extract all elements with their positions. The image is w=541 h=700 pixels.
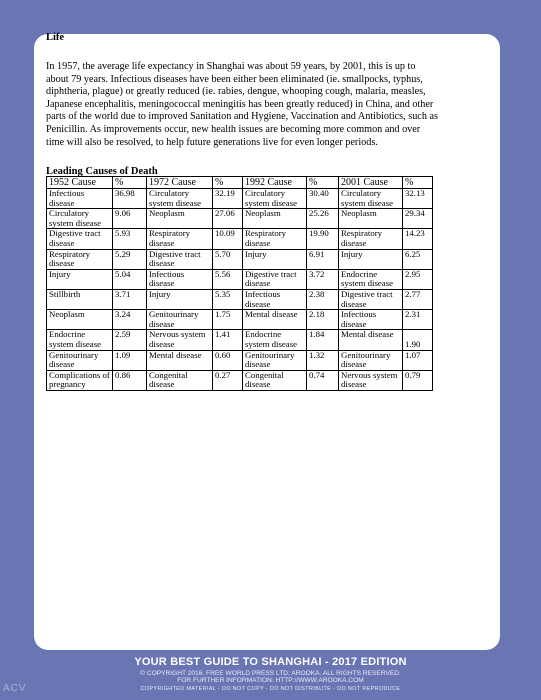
table-cell: 36.98 <box>113 189 147 209</box>
table-cell: Infectious disease <box>47 189 113 209</box>
table-cell: Circulatory system disease <box>243 189 307 209</box>
table-cell: Genitourinary disease <box>147 310 213 330</box>
table-title: Leading Causes of Death <box>46 166 158 177</box>
header-1952-cause: 1952 Cause <box>47 177 113 189</box>
table-cell: 0.86 <box>113 370 147 390</box>
table-cell: 1.32 <box>307 350 339 370</box>
header-1992-cause: 1992 Cause <box>243 177 307 189</box>
table-cell: 25.26 <box>307 209 339 229</box>
section-heading: Life <box>46 32 65 43</box>
table-row <box>47 350 433 370</box>
table-cell: Neoplasm <box>243 209 307 229</box>
table-cell: 3.72 <box>307 269 339 289</box>
table-cell: Mental disease <box>147 350 213 370</box>
table-cell: Injury <box>147 289 213 309</box>
table-row <box>47 330 433 350</box>
table-cell: Injury <box>243 249 307 269</box>
table-cell: Endocrine system disease <box>47 330 113 350</box>
table-cell: 2.59 <box>113 330 147 350</box>
table-cell: 1.84 <box>307 330 339 350</box>
table-cell: 9.06 <box>113 209 147 229</box>
table-cell: Respiratory disease <box>339 229 403 249</box>
table-cell: 2.38 <box>307 289 339 309</box>
table-cell: 5.56 <box>213 269 243 289</box>
table-row <box>47 370 433 390</box>
table-cell: Complications of pregnancy <box>47 370 113 390</box>
table-cell: 5.04 <box>113 269 147 289</box>
table-cell: Respiratory disease <box>47 249 113 269</box>
footer-title: YOUR BEST GUIDE TO SHANGHAI - 2017 EDITION <box>134 656 407 668</box>
table-cell: Stillbirth <box>47 289 113 309</box>
table-row <box>47 229 433 249</box>
table-cell: Injury <box>339 249 403 269</box>
table-cell: 2.77 <box>403 289 433 309</box>
table-cell: 6.91 <box>307 249 339 269</box>
table-cell: 1.90 <box>403 330 433 350</box>
table-row <box>47 249 433 269</box>
table-cell: Respiratory disease <box>147 229 213 249</box>
table-cell: 1.07 <box>403 350 433 370</box>
table-row <box>47 269 433 289</box>
table-row <box>47 209 433 229</box>
table-cell: 27.06 <box>213 209 243 229</box>
table-cell: Mental disease <box>339 330 403 350</box>
table-cell: Nervous system disease <box>339 370 403 390</box>
table-cell: Mental disease <box>243 310 307 330</box>
header-2001-cause: 2001 Cause <box>339 177 403 189</box>
table-cell: Neoplasm <box>47 310 113 330</box>
table-row <box>47 189 433 209</box>
table-cell: 3.24 <box>113 310 147 330</box>
table-cell: Genitourinary disease <box>47 350 113 370</box>
table-cell: Circulatory system disease <box>339 189 403 209</box>
table-header-row <box>47 177 433 189</box>
table-cell: 2.18 <box>307 310 339 330</box>
life-paragraph: In 1957, the average life expectancy in Shanghai was about 59 years, by 2001, this is up to about 79 years. Infectious diseases have been either been eliminated (ie. smallpocks, typhus, diphtheria, plague) or greatly reduced (ie. rabies, dengue, whooping cough, malaria, measles, Japanese encephalitis, meningococcal meningitis has been greatly reduced) in China, and other parts of the world due to improved Sanitation and Hygiene, Vaccination and Antibiotics, such as Penicillin. As improvements occur, new health issues are becoming more common and over time will also be resolved, to help future generations live for even longer periods. <box>46 61 438 148</box>
table-cell: Congenital disease <box>243 370 307 390</box>
table-cell: Endocrine system disease <box>243 330 307 350</box>
table-cell: Digestive tract disease <box>147 249 213 269</box>
table-cell: 29.34 <box>403 209 433 229</box>
footer-info: FOR FURTHER INFORMATION: HTTP://WWW.AROOKA.COM <box>177 677 364 684</box>
table-cell: 0.27 <box>213 370 243 390</box>
table-cell: Congenital disease <box>147 370 213 390</box>
table-cell: 1.41 <box>213 330 243 350</box>
table-cell: Infectious disease <box>243 289 307 309</box>
table-cell: Neoplasm <box>339 209 403 229</box>
table-cell: Nervous system disease <box>147 330 213 350</box>
table-cell: 0.79 <box>403 370 433 390</box>
table-cell: Digestive tract disease <box>243 269 307 289</box>
table-cell: 10.09 <box>213 229 243 249</box>
table-cell: 5.35 <box>213 289 243 309</box>
footer-copyright: © COPYRIGHT 2016. FREE WORLD PRESS LTD; AROOKA. ALL RIGHTS RESERVED. <box>140 670 401 677</box>
header-1972-pct: % <box>213 177 243 189</box>
table-cell: Genitourinary disease <box>339 350 403 370</box>
table-cell: Genitourinary disease <box>243 350 307 370</box>
header-1952-pct: % <box>113 177 147 189</box>
header-2001-pct: % <box>403 177 433 189</box>
table-cell: 32.19 <box>213 189 243 209</box>
table-cell: Digestive tract disease <box>47 229 113 249</box>
table-cell: Circulatory system disease <box>47 209 113 229</box>
causes-of-death-table <box>46 176 433 391</box>
table-cell: 5.93 <box>113 229 147 249</box>
table-row <box>47 289 433 309</box>
watermark: ACV <box>3 683 27 694</box>
table-cell: 3.71 <box>113 289 147 309</box>
table-cell: 32.13 <box>403 189 433 209</box>
table-cell: Injury <box>47 269 113 289</box>
table-cell: Digestive tract disease <box>339 289 403 309</box>
table-cell: Endocrine system disease <box>339 269 403 289</box>
table-cell: 5.29 <box>113 249 147 269</box>
table-row <box>47 310 433 330</box>
table-cell: 1.75 <box>213 310 243 330</box>
footer-notice: COPYRIGHTED MATERIAL - DO NOT COPY - DO NOT DISTRIBUTE - DO NOT REPRODUCE <box>140 686 401 692</box>
table-cell: Respiratory disease <box>243 229 307 249</box>
table-cell: 19.90 <box>307 229 339 249</box>
table-cell: Circulatory system disease <box>147 189 213 209</box>
table-cell: 2.95 <box>403 269 433 289</box>
table-cell: Neoplasm <box>147 209 213 229</box>
table-cell: 0.74 <box>307 370 339 390</box>
table-cell: 6.25 <box>403 249 433 269</box>
header-1992-pct: % <box>307 177 339 189</box>
table-cell: Infectious disease <box>147 269 213 289</box>
table-cell: 30.40 <box>307 189 339 209</box>
table-cell: 14.23 <box>403 229 433 249</box>
table-cell: 0.60 <box>213 350 243 370</box>
table-cell: Infectious disease <box>339 310 403 330</box>
header-1972-cause: 1972 Cause <box>147 177 213 189</box>
table-cell: 5.70 <box>213 249 243 269</box>
table-cell: 2.31 <box>403 310 433 330</box>
table-cell: 1.09 <box>113 350 147 370</box>
